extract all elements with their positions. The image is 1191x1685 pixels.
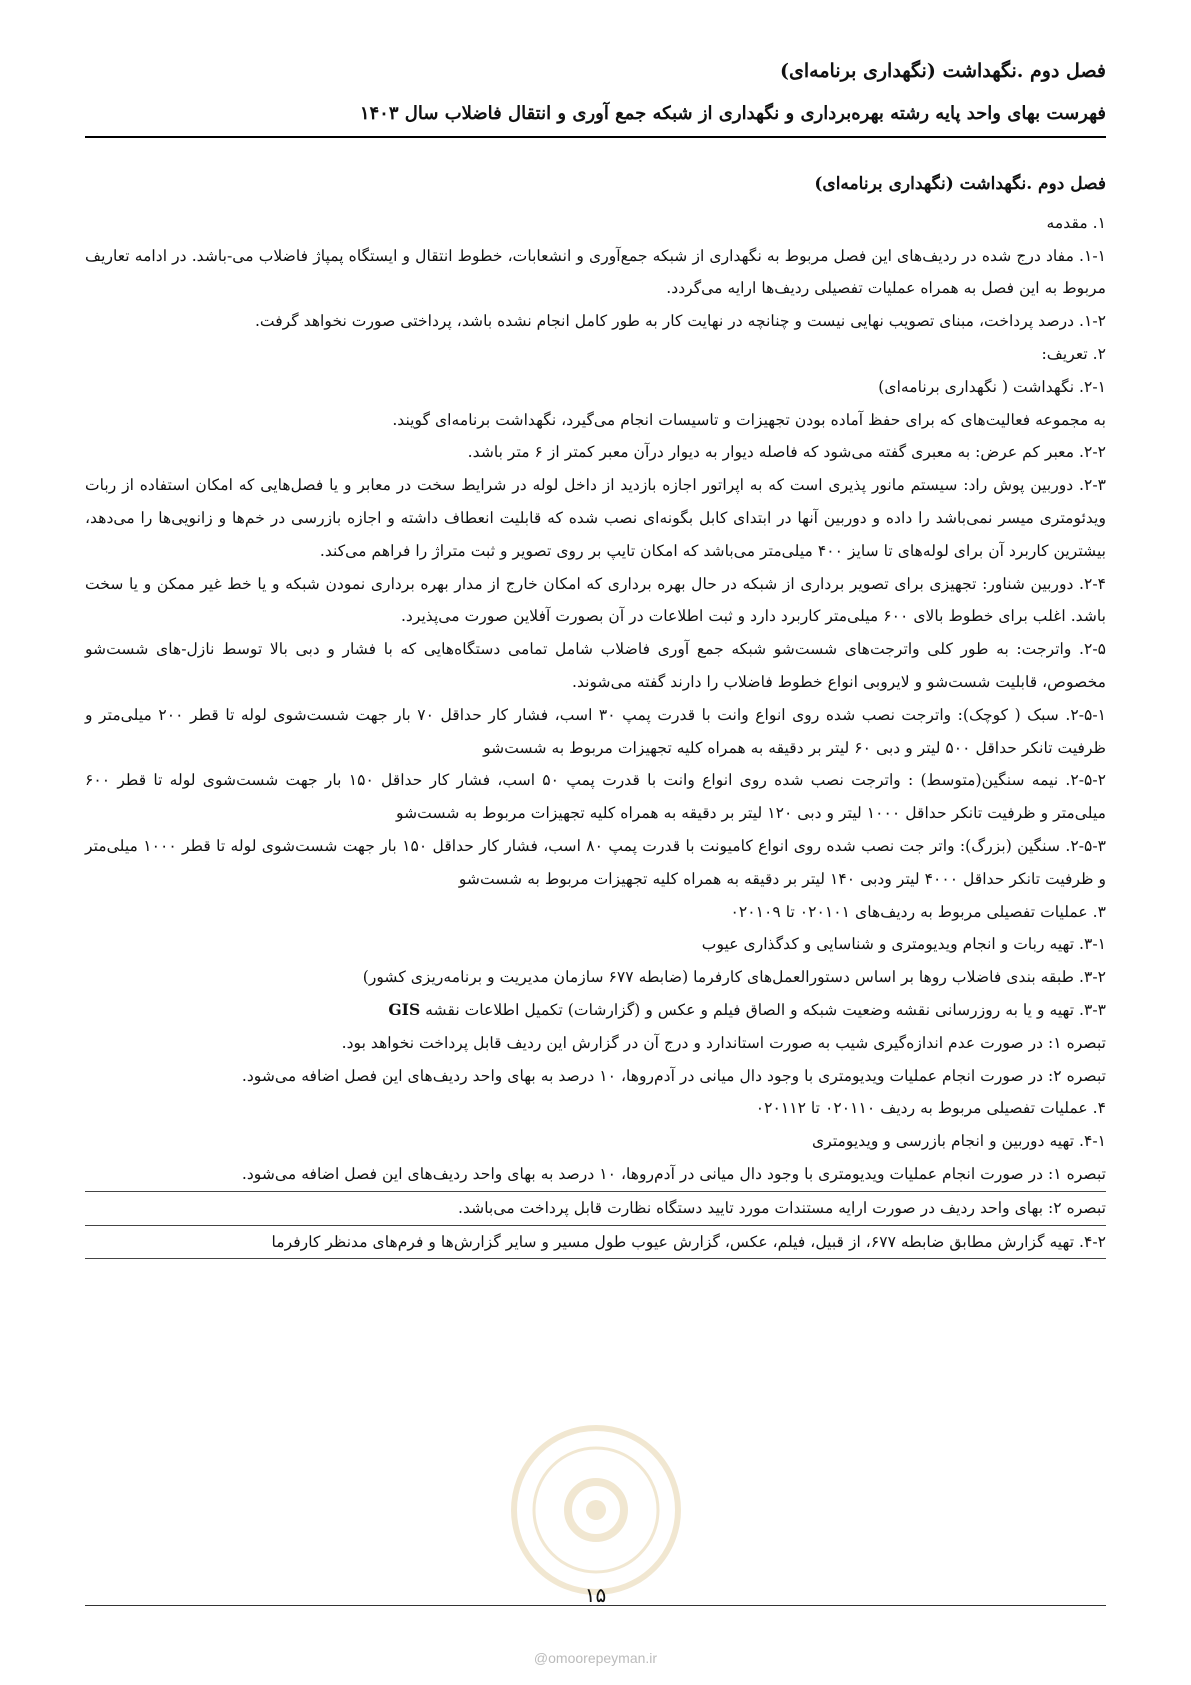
document-body [85, 168, 1106, 1259]
paragraph: ۲-۴. دوربین شناور: تجهیزی برای تصویر برداری از شبکه در حال بهره برداری که امکان خارج از مدار بهره برداری نمودن شبکه و یا خط غیر ممکن و یا سخت باشد. اغلب برای خطوط بالای ۶۰۰ میلی‌متر کاربرد دارد و ثبت اطلاعات در آن بصورت آفلاین صورت می‌پذیرد. [85, 574, 1106, 626]
paragraph: به مجموعه فعالیت‌های که برای حفظ آماده بودن تجهیزات و تاسیسات انجام می‌گیرد، نگهداشت برنامه‌ای گویند. [392, 410, 1106, 429]
paragraph: ۳-۲. طبقه بندی فاضلاب روها بر اساس دستورالعمل‌های کارفرما (ضابطه ۶۷۷ سازمان مدیریت و برنامه‌ریزی کشور) [362, 968, 1106, 987]
gis-term: GIS [388, 999, 421, 1019]
paragraph: ۳-۱. تهیه ربات و انجام ویدیومتری و شناسایی و کدگذاری عیوب [701, 935, 1106, 954]
paragraph: ۴-۱. تهیه دوربین و انجام بازرسی و ویدیومتری [812, 1132, 1106, 1151]
seal-watermark-icon [506, 1420, 686, 1600]
note-paragraph: تبصره ۲: بهای واحد ردیف در صورت ارایه مستندات مورد تایید دستگاه نظارت قابل پرداخت می‌باشد. [85, 1192, 1106, 1226]
paragraph: ۳. عملیات تفصیلی مربوط به ردیف‌های ۰۲۰۱۰۱ تا ۰۲۰۱۰۹ [730, 902, 1106, 921]
paragraph: ۲-۵. واترجت: به طور کلی واترجت‌های شست‌شو شبکه جمع آوری فاضلاب شامل تمامی دستگاه‌هایی که با فشار و دبی بالا توسط نازل-های شست‌شو مخصوص، قابلیت شست‌شو و لایروبی انواع خطوط فاضلاب را دارند گفته می‌شوند. [85, 640, 1106, 691]
paragraph: ۲-۳. دوربین پوش راد: سیستم مانور پذیری است که به اپراتور اجازه بازدید از داخل لوله در شرایط سخت در معابر و یا فصل‌هایی که امکان استفاده از ربات ویدئومتری میسر نمی‌باشد را داده و دوربین آنها در ابتدای کابل بگونه‌ای نصب شده که قابلیت انعطاف داشته و اجازه بازرسی در خم‌ها و زانویی‌ها را می‌دهد، بیشترین کاربرد آن برای لوله‌های تا سایز ۴۰۰ میلی‌متر می‌باشد که امکان تایپ بر روی تصویر و ثبت متراژ را فراهم می‌کند. [85, 476, 1106, 560]
header-subtitle: فهرست بهای واحد پایه رشته بهره‌برداری و نگهداری از شبکه جمع آوری و انتقال فاضلاب سال ۱۴۰۳ [359, 103, 1106, 124]
paragraph: ۲-۵-۲. نیمه سنگین(متوسط) : واترجت نصب شده روی انواع وانت با قدرت پمپ ۵۰ اسب، فشار کار حداقل ۱۵۰ بار جهت شست‌شوی لوله تا قطر ۶۰۰ میلی‌متر و ظرفیت تانکر حداقل ۱۰۰۰ لیتر و دبی ۱۲۰ لیتر بر دقیقه به همراه کلیه تجهیزات مربوط به شست‌شو [85, 771, 1106, 823]
paragraph: تبصره ۲: در صورت انجام عملیات ویدیومتری با وجود دال میانی در آدم‌روها، ۱۰ درصد به بهای واحد ردیف‌های این فصل اضافه می‌شود. [241, 1066, 1106, 1085]
paragraph: ۲. تعریف: [1041, 344, 1106, 363]
paragraph: ۲-۱. نگهداشت ( نگهداری برنامه‌ای) [878, 377, 1106, 396]
paragraph: ۲-۲. معبر کم عرض: به معبری گفته می‌شود که فاصله دیوار به دیوار درآن معبر کمتر از ۶ متر باشد. [467, 443, 1106, 462]
section-title: فصل دوم .نگهداشت (نگهداری برنامه‌ای) [814, 174, 1106, 194]
page-number: ۱۵ [584, 1583, 607, 1607]
paragraph: ۱. مقدمه [1046, 213, 1106, 232]
paragraph: ۴-۲. تهیه گزارش مطابق ضابطه ۶۷۷، از قبیل، فیلم، عکس، گزارش عیوب طول مسیر و سایر گزارش‌ها و فرم‌های مدنظر کارفرما [85, 1226, 1106, 1260]
paragraph: ۴. عملیات تفصیلی مربوط به ردیف ۰۲۰۱۱۰ تا ۰۲۰۱۱۲ [755, 1099, 1106, 1118]
paragraph: ۲-۵-۱. سبک ( کوچک): واترجت نصب شده روی انواع وانت با قدرت پمپ ۳۰ اسب، فشار کار حداقل ۷۰ بار جهت شست‌شوی لوله تا قطر ۲۰۰ میلی‌متر و ظرفیت تانکر حداقل ۵۰۰ لیتر و دبی ۶۰ لیتر بر دقیقه به همراه کلیه تجهیزات مربوط به شست‌شو [85, 705, 1106, 757]
note-paragraph: تبصره ۱: در صورت انجام عملیات ویدیومتری با وجود دال میانی در آدم‌روها، ۱۰ درصد به بهای واحد ردیف‌های این فصل اضافه می‌شود. [85, 1158, 1106, 1192]
paragraph [85, 994, 1106, 1027]
paragraph: تبصره ۱: در صورت عدم اندازه‌گیری شیب به صورت استاندارد و درج آن در گزارش این ردیف قابل پرداخت نخواهد بود. [341, 1033, 1106, 1052]
paragraph: ۱-۲. درصد پرداخت، مبنای تصویب نهایی نیست و چنانچه در نهایت کار به طور کامل انجام نشده باشد، پرداختی صورت نخواهد گرفت. [254, 312, 1106, 331]
paragraph: ۱-۱. مفاد درج شده در ردیف‌های این فصل مربوط به نگهداری از شبکه جمع‌آوری و انشعابات، خطوط انتقال و ایستگاه پمپاژ فاضلاب می-باشد. در ادامه تعاریف مربوط به این فصل به همراه عملیات تفصیلی ردیف‌ها ارایه می‌گردد. [85, 246, 1106, 298]
watermark-text: @omoorepeyman.ir [533, 1650, 658, 1666]
paragraph-text: ۳-۳. تهیه و یا به روزرسانی نقشه وضعیت شبکه و الصاق فیلم و عکس و (گزارشات) تکمیل اطلاعات نقشه [425, 1000, 1106, 1019]
header-chapter-title: فصل دوم .نگهداشت (نگهداری برنامه‌ای) [780, 60, 1106, 82]
header-divider [85, 136, 1106, 138]
footer-divider [85, 1605, 1106, 1606]
paragraph: ۲-۵-۳. سنگین (بزرگ): واتر جت نصب شده روی انواع کامیونت با قدرت پمپ ۸۰ اسب، فشار کار حداقل ۱۵۰ بار جهت شست‌شوی لوله تا قطر ۱۰۰۰ میلی‌متر و ظرفیت تانکر حداقل ۴۰۰۰ لیتر ودبی ۱۴۰ لیتر بر دقیقه به همراه کلیه تجهیزات مربوط به شست‌شو [85, 836, 1106, 888]
